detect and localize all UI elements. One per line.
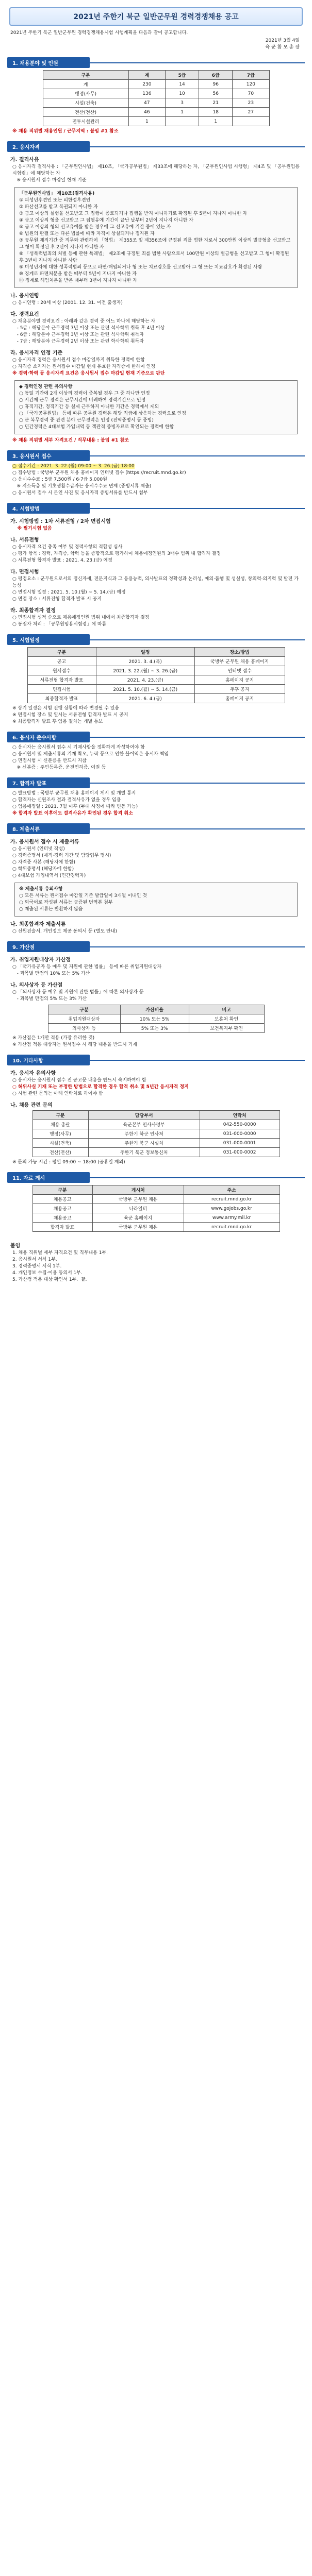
subsection-title: 라. 응시자격 인정 기준: [10, 350, 63, 356]
table-header: 게시처: [92, 1185, 184, 1195]
section-title: 3. 응시원서 접수: [7, 450, 90, 461]
section-title: 10. 기타사항: [7, 1055, 90, 1065]
box-line: ⑦ 공무원 재직기간 중 직무와 관련하여 「형법」 제355조 및 제356조에 규정된 죄를 범한 자로서 300만원 이상의 벌금형을 선고받고 그 형이 확정된 후 2년이 지나지 아니한 자: [19, 238, 292, 250]
table-cell: 최종합격자 발표: [27, 694, 96, 703]
box-line: ○ 「국가공무원법」 등에 따른 공무원 경력은 해당 직급에 상응하는 경력으로 인정: [19, 411, 186, 416]
table-cell: 2021. 6. 4.(금): [96, 694, 195, 703]
attachment-item: 1. 채용 직위별 세부 자격요건 및 직무내용 1부.: [12, 1250, 108, 1256]
body-text: ※ 저소득층 및 기초생활수급자는 응시수수료 면제 (증빙서류 제출): [12, 484, 152, 489]
table-row: [32, 1213, 280, 1223]
body-text: ○ 응시원서 (인터넷 작성): [12, 846, 65, 852]
table-header: 구분: [27, 648, 96, 657]
table-cell: 취업지원대상자: [48, 1014, 120, 1024]
table-cell: 120: [233, 80, 269, 89]
table-cell: 27: [233, 108, 269, 117]
attachment-item: 2. 응시원서 서식 1부.: [12, 1257, 57, 1262]
table-cell: 56: [199, 89, 233, 98]
recruitment-table: [43, 70, 270, 126]
table-cell: 2021. 3. 22.(월) ~ 3. 26.(금): [96, 666, 195, 675]
section-header: [7, 732, 305, 742]
table-cell: 23: [233, 98, 269, 108]
table-header: 비고: [189, 1005, 264, 1014]
table-header: 구분: [43, 71, 128, 80]
document-notice-box: [14, 883, 298, 917]
body-text: ※ 신분증 : 주민등록증, 운전면허증, 여권 등: [12, 765, 106, 770]
body-text: ※ 합격자 발표 이후에도 결격사유가 확인된 경우 합격 취소: [12, 811, 133, 816]
table-header: 7급: [233, 71, 269, 80]
body-text: ※ 면접시험 장소 및 일시는 서류전형 합격자 발표 시 공지: [12, 713, 128, 718]
table-cell: 합격자 발표: [32, 1223, 92, 1232]
body-text: ○ 동점자 처리 : 「공무원임용시험령」에 따름: [12, 622, 107, 627]
body-text: ○ 시험 관련 문의는 아래 연락처로 하여야 함: [12, 1091, 103, 1096]
table-cell: 2021. 4. 23.(금): [96, 675, 195, 685]
body-text: ○ 신원진술서, 개인정보 제공 동의서 등 (별도 안내): [12, 929, 117, 934]
table-cell: 나라일터: [92, 1204, 184, 1213]
body-text: - 과목별 만점의 5% 또는 3% 가산: [12, 996, 87, 1002]
subsection-title: 가. 결격사유: [10, 157, 39, 163]
box-line: ④ 금고 이상의 형을 선고받고 그 집행유예 기간이 끝난 날부터 2년이 지나지 아니한 자: [19, 218, 193, 223]
table-row: [32, 1120, 280, 1129]
table-row: [32, 1129, 280, 1139]
table-cell: 홈페이지 공지: [195, 675, 285, 685]
body-text: ○ 응시원서 및 제출서류의 기재 착오, 누락 등으로 인한 불이익은 응시자 책임: [12, 752, 169, 757]
box-line: ○ 시간제 근무 경력은 근무시간에 비례하여 경력기간으로 인정: [19, 398, 146, 403]
body-text: ○ 면접 장소 : 서류전형 합격자 발표 시 공지: [12, 597, 102, 602]
table-cell: 042-550-0000: [200, 1120, 280, 1129]
box-line: ② 파산선고를 받고 복권되지 아니한 자: [19, 205, 98, 210]
body-text: ○ 경력증명서 (재직·경력 기간 및 담당업무 명시): [12, 853, 111, 858]
announcement-title-bar: [9, 7, 303, 26]
section-header: [7, 777, 305, 788]
table-cell: 추후 공지: [195, 685, 285, 694]
subsection-title: 가. 응시원서 접수 시 제출서류: [10, 839, 79, 845]
table-cell: 21: [199, 98, 233, 108]
table-cell: 46: [128, 108, 165, 117]
table-cell: 의사상자 등: [48, 1024, 120, 1033]
note-text: ※ 채용 직위별 세부 자격요건 / 직무내용 : 붙임 #1 참조: [12, 438, 129, 443]
subsection-title: 나. 최종합격자 제출서류: [10, 922, 66, 927]
table-row: [43, 98, 269, 108]
box-line: ③ 금고 이상의 실형을 선고받고 그 집행이 종료되거나 집행을 받지 아니하기로 확정된 후 5년이 지나지 아니한 자: [19, 211, 248, 216]
body-text: ○ 발표방법 : 국방부 군무원 채용 홈페이지 게시 및 개별 통지: [12, 791, 136, 796]
table-cell: 96: [199, 80, 233, 89]
box-line: ○ 동일 기간에 2개 이상의 경력이 중복될 경우 그 중 하나만 인정: [19, 391, 150, 396]
section-header: [7, 1055, 305, 1065]
box-line: ○ 외국어로 작성된 서류는 공증된 번역본 첨부: [19, 900, 113, 905]
body-text: ○ 응시자격 요건 충족 여부 및 경력사항의 적합성 심사: [12, 545, 123, 550]
table-row: [32, 1223, 280, 1232]
box-line: ○ 군 복무경력 중 관련 분야 근무경력은 인정 (전역증명서 등 증빙): [19, 418, 154, 423]
table-row: [32, 1148, 280, 1157]
table-cell: 보건복지부 확인: [189, 1024, 264, 1033]
table-cell: 230: [128, 80, 165, 89]
box-line: ○ 모든 서류는 원서접수 마감일 기준 발급일이 3개월 이내인 것: [19, 893, 147, 899]
table-cell: 계: [43, 80, 128, 89]
body-text: ○ 합격자는 신원조사 결과 결격사유가 없을 경우 임용: [12, 798, 121, 803]
body-text: ○ 평정요소 : 군무원으로서의 정신자세, 전문지식과 그 응용능력, 의사발표의 정확성과 논리성, 예의·품행 및 성실성, 창의력·의지력 및 발전 가능성: [12, 577, 299, 588]
table-cell: 10: [165, 89, 199, 98]
section-title: 7. 합격자 발표: [7, 777, 90, 788]
table-cell: 47: [128, 98, 165, 108]
body-text: ○ 「의사상자 등 예우 및 지원에 관한 법률」에 따른 의사상자 등: [12, 990, 144, 995]
table-cell: 면접시험: [27, 685, 96, 694]
section-title: 4. 시험방법: [7, 503, 90, 514]
box-line: ○ 민간경력은 4대보험 가입내역 등 객관적 증빙자료로 확인되는 경력에 한함: [19, 425, 174, 430]
table-row: [27, 675, 285, 685]
contact-table: [32, 1110, 280, 1157]
section-header: [7, 141, 305, 152]
section-title: 11. 자료 게시: [7, 1172, 90, 1183]
highlight-text: ○ 접수기간 : 2021. 3. 22.(월) 09:00 ~ 3. 26.(금) 18:00: [12, 464, 135, 469]
table-header: 가산비율: [120, 1005, 189, 1014]
table-row: [32, 1204, 280, 1213]
announcement-date: 2021년 3월 4일: [265, 38, 300, 43]
body-text: ○ 면접시험 시 신분증을 반드시 지참: [12, 758, 87, 764]
body-text: ○ 응시자는 응시원서 접수 시 기재사항을 정확하게 작성하여야 함: [12, 745, 145, 750]
table-cell: 031-000-0001: [200, 1139, 280, 1148]
table-cell: 1: [165, 108, 199, 117]
body-text: ○ 허위사실 기재 또는 부정한 방법으로 합격한 경우 합격 취소 및 5년간 응시자격 정지: [12, 1084, 189, 1090]
attachment-item: 4. 개인정보 수집·이용 동의서 1부.: [12, 1270, 83, 1276]
career-notice-box: [14, 380, 298, 434]
body-text: ○ 평가 항목 : 경력, 자격증, 학력 등을 종합적으로 평가하여 채용예정인원의 3배수 범위 내 합격자 결정: [12, 551, 221, 556]
table-cell: recruit.mnd.go.kr: [184, 1195, 280, 1204]
subsection-title: 다. 경력요건: [10, 312, 39, 317]
attachment-item: 3. 경력증명서 서식 1부.: [12, 1264, 62, 1269]
body-text: ○ 면접시험 일정 : 2021. 5. 10.(월) ~ 5. 14.(금) 예정: [12, 590, 126, 595]
disqualification-box: [14, 187, 298, 288]
table-cell: 인터넷 접수: [195, 666, 285, 675]
subsection-title: 나. 채용 관련 문의: [10, 1103, 53, 1108]
posting-table: [32, 1185, 280, 1232]
table-cell: 육군본부 인사사령부: [88, 1120, 200, 1129]
box-line: ※ 제출서류 유의사항: [19, 887, 63, 892]
bonus-table: [48, 1005, 265, 1033]
box-line: ○ 제출된 서류는 반환하지 않음: [19, 907, 83, 912]
box-line: 「군무원인사법」 제10조(결격사유): [19, 191, 95, 196]
body-text: ※ 응시원서 접수 마감일 현재 기준: [12, 178, 87, 183]
table-cell: 031-000-0000: [200, 1129, 280, 1139]
table-cell: 시설(건축): [32, 1139, 88, 1148]
table-cell: recruit.mnd.go.kr: [184, 1223, 280, 1232]
subsection-title: 가. 시험방법 : 1차 서류전형 / 2차 면접시험: [10, 519, 111, 524]
subsection-title: 나. 서류전형: [10, 537, 39, 543]
table-row: [32, 1139, 280, 1148]
table-cell: 원서접수: [27, 666, 96, 675]
announcement-page: [5, 0, 307, 1289]
body-text: - 5급 : 해당분야 근무경력 7년 이상 또는 관련 석사학위 취득 후 4년 이상: [12, 326, 165, 331]
body-text: ○ 서류전형 합격자 발표 : 2021. 4. 23.(금) 예정: [12, 558, 112, 563]
table-header: 연락처: [200, 1111, 280, 1120]
table-cell: 5% 또는 3%: [120, 1024, 189, 1033]
box-line: ⑧ 「성폭력범죄의 처벌 등에 관한 특례법」 제2조에 규정된 죄를 범한 사람으로서 100만원 이상의 벌금형을 선고받고 그 형이 확정된 후 3년이 지나지 아니한 사람: [19, 251, 291, 263]
attachment-title: 붙임: [10, 1243, 21, 1249]
schedule-table: [27, 647, 285, 703]
table-cell: 행정(사무): [32, 1129, 88, 1139]
table-row: [43, 89, 269, 98]
table-cell: 70: [233, 89, 269, 98]
body-text: ※ 가산점 적용 대상자는 원서접수 시 해당 내용을 반드시 기재: [12, 1042, 137, 1047]
table-header: 주소: [184, 1185, 280, 1195]
announcement-title: 2021년 주한기 북군 일반군무원 경력경쟁채용 공고: [73, 13, 239, 21]
body-text: ○ 응시자격 경력은 응시원서 접수 마감일까지 취득한 경력에 한함: [12, 358, 145, 363]
section-header: [7, 503, 305, 514]
table-cell: 행정(사무): [43, 89, 128, 98]
section-header: [7, 57, 305, 68]
table-cell: 주한기 북군 시설처: [88, 1139, 200, 1148]
table-cell: 채용공고: [32, 1195, 92, 1204]
body-text: ○ 응시수수료 : 5급 7,500원 / 6·7급 5,000원: [12, 477, 107, 482]
table-header: 6급: [199, 71, 233, 80]
table-header: 구분: [48, 1005, 120, 1014]
body-text: ○ 4대보험 가입내역서 (민간경력자): [12, 873, 86, 878]
section-header: [7, 450, 305, 461]
subsection-title: 나. 응시연령: [10, 293, 39, 299]
body-text: ※ 문의 가능 시간 : 평일 09:00 ~ 18:00 (공휴일 제외): [12, 1160, 125, 1165]
announcement-org: 육 군 참 모 총 장: [265, 45, 300, 50]
section-title: 6. 응시자 준수사항: [7, 732, 90, 742]
table-cell: 1: [199, 117, 233, 126]
body-text: ○ 자격증 소지자는 원서접수 마감일 현재 유효한 자격증에 한하여 인정: [12, 364, 156, 369]
table-header: 담당부서: [88, 1111, 200, 1120]
table-row: [48, 1024, 264, 1033]
body-text: - 7급 : 해당분야 근무경력 2년 이상 또는 관련 학사학위 취득자: [12, 339, 144, 344]
table-cell: 국방부 군무원 채용 홈페이지: [195, 657, 285, 666]
section-title: 2. 응시자격: [7, 141, 90, 152]
table-row: [27, 657, 285, 666]
table-cell: 홈페이지 공지: [195, 694, 285, 703]
table-cell: 2021. 3. 4.(목): [96, 657, 195, 666]
table-cell: 채용공고: [32, 1213, 92, 1223]
table-cell: 육군 홈페이지: [92, 1213, 184, 1223]
table-cell: 2021. 5. 10.(월) ~ 5. 14.(금): [96, 685, 195, 694]
table-cell: 국방부 군무원 채용: [92, 1195, 184, 1204]
body-text: ○ 학위증명서 (해당자에 한함): [12, 867, 74, 872]
body-text: ○ 접수방법 : 국방부 군무원 채용 홈페이지 인터넷 접수 (https://recruit.mnd.go.kr): [12, 470, 186, 476]
table-row: [27, 666, 285, 675]
table-cell: 공고: [27, 657, 96, 666]
table-cell: www.army.mil.kr: [184, 1213, 280, 1223]
section-header: [7, 823, 305, 834]
table-header: 계: [128, 71, 165, 80]
body-text: ○ 응시자격 결격사유 : 「군무원인사법」 제10조, 「국가공무원법」 제33조에 해당하는 자, 「군무원인사법 시행령」 제4조 및 「공무원임용시험령」에 해당하는 자: [12, 164, 300, 176]
subsection-title: 가. 응시자 유의사항: [10, 1071, 56, 1076]
table-header: 5급: [165, 71, 199, 80]
body-text: ○ 채용분야별 경력요건 : 아래와 같은 경력 중 어느 하나에 해당하는 자: [12, 319, 156, 324]
body-text: ※ 필기시험 없음: [12, 526, 52, 531]
table-row: [27, 685, 285, 694]
table-cell: 국방부 군무원 채용: [92, 1223, 184, 1232]
table-cell: [165, 117, 199, 126]
body-text: ※ 가산점은 1개만 적용 (가장 유리한 것): [12, 1036, 95, 1041]
section-title: 1. 채용분야 및 인원: [7, 57, 90, 68]
table-row: [43, 80, 269, 89]
table-cell: 시설(건축): [43, 98, 128, 108]
table-cell: 전산(전산): [32, 1148, 88, 1157]
table-cell: 3: [165, 98, 199, 108]
body-text: ○ 응시원서 접수 시 본인 사진 및 응시자격 증빙서류를 반드시 첨부: [12, 490, 148, 496]
body-text: ※ 상기 일정은 시험 진행 상황에 따라 변경될 수 있음: [12, 706, 120, 711]
table-header: 일정: [96, 648, 195, 657]
table-cell: [233, 117, 269, 126]
attachment-item: 5. 가산점 적용 대상 확인서 1부. 끝.: [12, 1277, 87, 1282]
body-text: ○ 임용예정일 : 2021. 7월 이후 (부대 사정에 따라 변동 가능): [12, 804, 138, 809]
table-row: [48, 1014, 264, 1024]
box-line: ⑩ 징계로 파면처분을 받은 때부터 5년이 지나지 아니한 자: [19, 272, 137, 277]
table-row: [32, 1195, 280, 1204]
box-line: ⑤ 금고 이상의 형의 선고유예를 받은 경우에 그 선고유예 기간 중에 있는 자: [19, 225, 171, 230]
box-line: ◆ 경력인정 관련 유의사항: [19, 384, 73, 389]
table-row: [43, 117, 269, 126]
table-cell: 1: [128, 117, 165, 126]
table-cell: 18: [199, 108, 233, 117]
table-header: 장소/방법: [195, 648, 285, 657]
subsection-title: 다. 면접시험: [10, 569, 39, 575]
subsection-title: 나. 의사상자 등 가산점: [10, 982, 63, 988]
body-text: - 6급 : 해당분야 근무경력 3년 이상 또는 관련 석사학위 취득자: [12, 332, 144, 337]
box-line: ① 피성년후견인 또는 피한정후견인: [19, 198, 91, 203]
table-cell: 14: [165, 80, 199, 89]
body-text: ※ 경력·학력 등 응시자격 요건은 응시원서 접수 마감일 현재 기준으로 판단: [12, 371, 165, 376]
section-header: [7, 941, 305, 952]
body-text: ○ 자격증 사본 (해당자에 한함): [12, 860, 75, 865]
box-line: ⑪ 징계로 해임처분을 받은 때부터 3년이 지나지 아니한 자: [19, 278, 137, 283]
section-title: 9. 가산점: [7, 941, 90, 952]
body-text: ○ 응시연령 : 20세 이상 (2001. 12. 31. 이전 출생자): [12, 300, 123, 306]
table-cell: 보훈처 확인: [189, 1014, 264, 1024]
box-line: ⑥ 법원의 판결 또는 다른 법률에 따라 자격이 상실되거나 정지된 자: [19, 231, 155, 236]
table-cell: 10% 또는 5%: [120, 1014, 189, 1024]
table-cell: 031-000-0002: [200, 1148, 280, 1157]
body-text: - 과목별 만점의 10% 또는 5% 가산: [12, 971, 90, 976]
table-cell: 서류전형 합격자 발표: [27, 675, 96, 685]
section-title: 8. 제출서류: [7, 823, 90, 834]
table-cell: 주한기 북군 인사처: [88, 1129, 200, 1139]
table-row: [43, 108, 269, 117]
section-title: 5. 시험일정: [7, 634, 90, 645]
intro-text: 2021년 주한기 북군 일반군무원 경력경쟁채용시험 시행계획을 다음과 같이 공고합니다.: [10, 30, 188, 36]
table-row: [27, 694, 285, 703]
body-text: [5, 463, 307, 470]
note-text: ※ 채용 직위별 채용인원 / 근무지역 : 붙임 #1 참조: [12, 129, 119, 134]
table-cell: 주한기 북군 정보통신처: [88, 1148, 200, 1157]
table-cell: 136: [128, 89, 165, 98]
table-header: 구분: [32, 1185, 92, 1195]
table-cell: 채용 총괄: [32, 1120, 88, 1129]
section-header: [7, 634, 305, 645]
subsection-title: 가. 취업지원대상자 가산점: [10, 957, 71, 963]
table-cell: 전투시설관리: [43, 117, 128, 126]
box-line: ○ 휴직기간, 정직기간 등 실제 근무하지 아니한 기간은 경력에서 제외: [19, 404, 159, 410]
subsection-title: 라. 최종합격자 결정: [10, 608, 56, 614]
table-cell: www.gojobs.go.kr: [184, 1204, 280, 1213]
section-header: [7, 1172, 305, 1183]
body-text: ○ 면접시험 성적 순으로 채용예정인원 범위 내에서 최종합격자 결정: [12, 615, 150, 620]
table-cell: 채용공고: [32, 1204, 92, 1213]
body-text: ○ 「국가유공자 등 예우 및 지원에 관한 법률」 등에 따른 취업지원대상자: [12, 964, 162, 970]
body-text: ※ 최종합격자 발표 후 임용 절차는 개별 통보: [12, 719, 103, 724]
body-text: ○ 응시자는 응시원서 접수 전 공고문 내용을 반드시 숙지하여야 함: [12, 1078, 146, 1083]
table-cell: 전산(전산): [43, 108, 128, 117]
table-header: 구분: [32, 1111, 88, 1120]
box-line: ⑨ 미성년자에 대한 성폭력범죄 등으로 파면·해임되거나 형 또는 치료감호를 선고받아 그 형 또는 치료감호가 확정된 사람: [19, 265, 262, 270]
